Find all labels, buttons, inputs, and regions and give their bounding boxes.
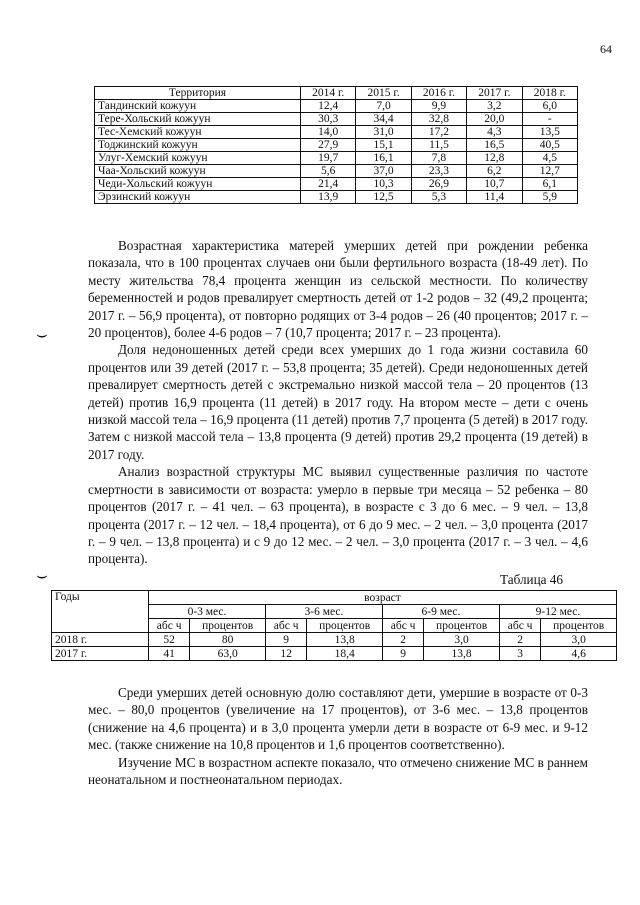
header-years: Годы: [52, 591, 149, 633]
territory-name-cell: Тес-Хемский кожуун: [95, 126, 301, 139]
margin-mark: ⌣: [36, 565, 48, 586]
territory-name-cell: Тере-Хольский кожуун: [95, 113, 301, 126]
text-block-2: [88, 684, 588, 788]
table-row: [95, 100, 578, 113]
value-cell: 7,0: [356, 100, 411, 113]
value-cell: 9: [265, 633, 306, 647]
subheader-abs: абс ч: [382, 619, 423, 633]
value-cell: 9,9: [411, 100, 466, 113]
header-2017: 2017 г.: [467, 87, 522, 100]
value-cell: 13,8: [307, 633, 383, 647]
territory-mortality-table: [94, 86, 578, 204]
value-cell: -: [522, 113, 577, 126]
value-cell: 31,0: [356, 126, 411, 139]
value-cell: 12: [265, 647, 306, 661]
value-cell: 4,6: [541, 647, 617, 661]
value-cell: 3,0: [541, 633, 617, 647]
table-row: [95, 113, 578, 126]
value-cell: 4,3: [467, 126, 522, 139]
territory-table-header-row: [95, 87, 578, 100]
value-cell: 23,3: [411, 165, 466, 178]
value-cell: 10,3: [356, 178, 411, 191]
value-cell: 12,4: [301, 100, 356, 113]
value-cell: 4,5: [522, 152, 577, 165]
text-block-1: [88, 237, 588, 568]
subheader-abs: абс ч: [499, 619, 540, 633]
header-2018: 2018 г.: [522, 87, 577, 100]
value-cell: 6,0: [522, 100, 577, 113]
value-cell: 40,5: [522, 139, 577, 152]
value-cell: 14,0: [301, 126, 356, 139]
header-age: возраст: [149, 591, 617, 605]
value-cell: 18,4: [307, 647, 383, 661]
value-cell: 17,2: [411, 126, 466, 139]
value-cell: 12,5: [356, 191, 411, 204]
header-group-9-12: 9-12 мес.: [499, 605, 616, 619]
table-row: [52, 647, 617, 661]
value-cell: 27,9: [301, 139, 356, 152]
header-2014: 2014 г.: [301, 87, 356, 100]
value-cell: 2: [499, 633, 540, 647]
value-cell: 12,8: [467, 152, 522, 165]
header-2016: 2016 г.: [411, 87, 466, 100]
territory-name-cell: Улуг-Хемский кожуун: [95, 152, 301, 165]
value-cell: 26,9: [411, 178, 466, 191]
value-cell: 11,4: [467, 191, 522, 204]
year-cell: 2017 г.: [52, 647, 149, 661]
value-cell: 30,3: [301, 113, 356, 126]
value-cell: 13,8: [424, 647, 500, 661]
value-cell: 15,1: [356, 139, 411, 152]
territory-name-cell: Тандинский кожуун: [95, 100, 301, 113]
paragraph: Изучение МС в возрастном аспекте показало, что отмечено снижение МС в раннем неонатальном и постнеонатальном периодах.: [88, 754, 588, 788]
value-cell: 20,0: [467, 113, 522, 126]
table-row: [52, 633, 617, 647]
territory-name-cell: Чаа-Хольский кожуун: [95, 165, 301, 178]
value-cell: 10,7: [467, 178, 522, 191]
value-cell: 3,2: [467, 100, 522, 113]
margin-mark: ⌣: [36, 324, 48, 345]
table-row: [95, 165, 578, 178]
paragraph: Доля недоношенных детей среди всех умерших до 1 года жизни составила 60 процентов или 39 детей (2017 г. – 53,8 процента; 35 детей). Среди недоношенных детей превалирует смертность детей с экстремально низкой массой тела – 20 процентов (13 детей) против 16,9 процента (11 детей) в 2017 году. На втором месте – дети с очень низкой массой тела – 16,9 процента (11 детей) против 7,7 процента (5 детей) в 2017 году. Затем с низкой массой тела – 13,8 процента (9 детей) против 29,2 процента (19 детей) в 2017 году.: [88, 342, 588, 462]
value-cell: 5,9: [522, 191, 577, 204]
value-cell: 3,0: [424, 633, 500, 647]
value-cell: 11,5: [411, 139, 466, 152]
table-row: [95, 139, 578, 152]
paragraph: Возрастная характеристика матерей умерших детей при рождении ребенка показала, что в 100 процентах случаев они были фертильного возраста (18-49 лет). По месту жительства 78,4 процента женщин из сельской местности. По количеству беременностей и родов превалирует смертность детей от 1-2 родов – 32 (49,2 процента; 2017 г. – 56,9 процента), от повторно родящих от 3-4 родов – 26 (40 процентов; 2017 г. – 20 процентов), более 4-6 родов – 7 (10,7 процента; 2017 г. – 23 процента).: [88, 238, 588, 341]
value-cell: 21,4: [301, 178, 356, 191]
value-cell: 6,1: [522, 178, 577, 191]
value-cell: 9: [382, 647, 423, 661]
page-number: 64: [600, 42, 612, 56]
table-row: [95, 152, 578, 165]
value-cell: 5,6: [301, 165, 356, 178]
subheader-pct: процентов: [541, 619, 617, 633]
value-cell: 3: [499, 647, 540, 661]
subheader-abs: абс ч: [149, 619, 190, 633]
header-group-0-3: 0-3 мес.: [149, 605, 266, 619]
header-group-6-9: 6-9 мес.: [382, 605, 499, 619]
value-cell: 63,0: [190, 647, 266, 661]
age-structure-table: [51, 590, 617, 661]
paragraph: Среди умерших детей основную долю составляют дети, умершие в возрасте от 0-3 мес. – 80,0 процентов (увеличение на 17 процентов), от 3-6 мес. – 13,8 процентов (снижение на 4,6 процента) и в 3,0 процента умерли дети в возрасте от 6-9 мес. и 9-12 мес. (также снижение на 10,8 процентов и 1,6 процентов соответственно).: [88, 685, 588, 753]
table-46-caption: Таблица 46: [500, 572, 563, 587]
value-cell: 2: [382, 633, 423, 647]
header-group-3-6: 3-6 мес.: [265, 605, 382, 619]
value-cell: 19,7: [301, 152, 356, 165]
header-2015: 2015 г.: [356, 87, 411, 100]
territory-name-cell: Чеди-Хольский кожуун: [95, 178, 301, 191]
territory-name-cell: Тоджинский кожуун: [95, 139, 301, 152]
value-cell: 13,9: [301, 191, 356, 204]
value-cell: 16,5: [467, 139, 522, 152]
table-row: [95, 126, 578, 139]
value-cell: 7,8: [411, 152, 466, 165]
value-cell: 6,2: [467, 165, 522, 178]
value-cell: 32,8: [411, 113, 466, 126]
value-cell: 37,0: [356, 165, 411, 178]
territory-name-cell: Эрзинский кожуун: [95, 191, 301, 204]
header-territory: Территория: [95, 87, 301, 100]
value-cell: 16,1: [356, 152, 411, 165]
subheader-abs: абс ч: [265, 619, 306, 633]
value-cell: 41: [149, 647, 190, 661]
year-cell: 2018 г.: [52, 633, 149, 647]
table-row: [95, 191, 578, 204]
subheader-pct: процентов: [424, 619, 500, 633]
value-cell: 34,4: [356, 113, 411, 126]
value-cell: 52: [149, 633, 190, 647]
table-row: [95, 178, 578, 191]
paragraph: Анализ возрастной структуры МС выявил существенные различия по частоте смертности в зависимости от возраста: умерло в первые три месяца – 52 ребенка – 80 процентов (2017 г. – 41 чел. – 63 процента), в возрасте с 3 до 6 мес. – 9 чел. – 13,8 процента (2017 г. – 12 чел. – 18,4 процента), от 6 до 9 мес. – 2 чел. – 3,0 процента (2017 г. – 9 чел. – 13,8 процента) и с 9 до 12 мес. – 2 чел. – 3,0 процента (2017 г. – 3 чел. – 4,6 процента).: [88, 464, 588, 567]
value-cell: 80: [190, 633, 266, 647]
subheader-pct: процентов: [307, 619, 383, 633]
subheader-pct: процентов: [190, 619, 266, 633]
value-cell: 13,5: [522, 126, 577, 139]
value-cell: 12,7: [522, 165, 577, 178]
value-cell: 5,3: [411, 191, 466, 204]
